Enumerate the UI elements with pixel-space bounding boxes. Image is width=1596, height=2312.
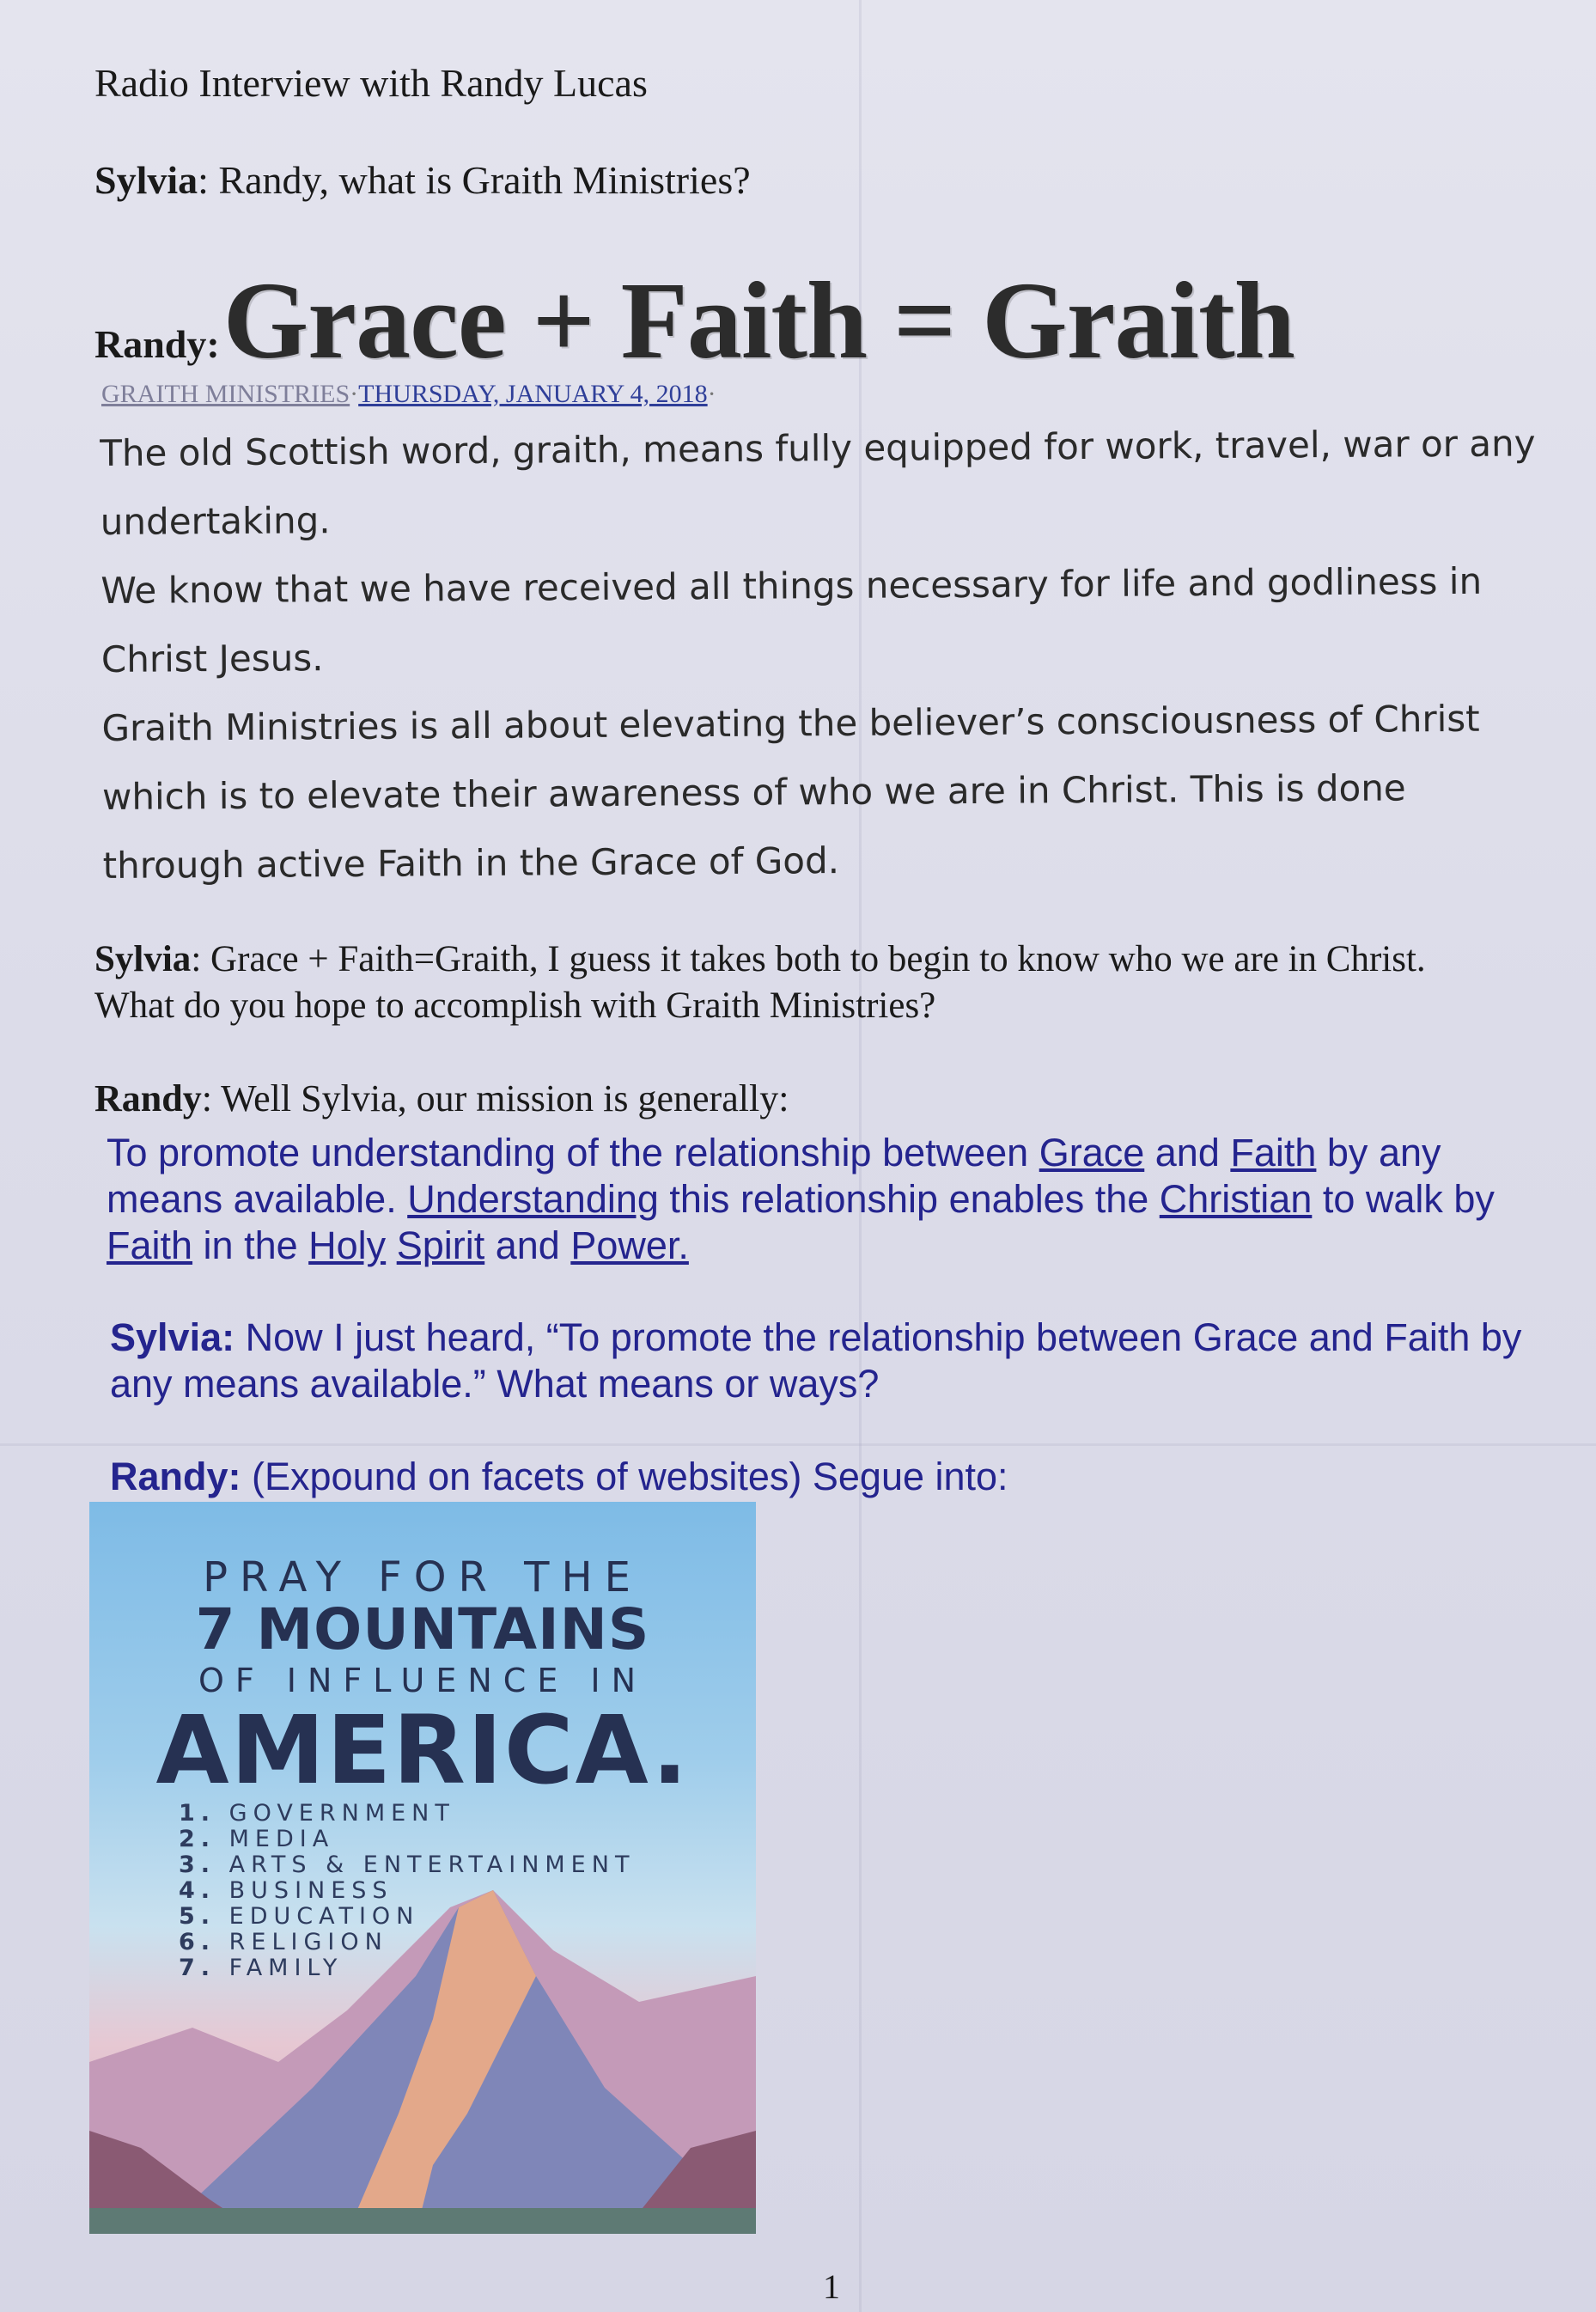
list-item: 3. ARTS & ENTERTAINMENT (179, 1851, 636, 1878)
sylvia-question-1 (94, 157, 751, 203)
randy-answer-1 (94, 258, 1294, 384)
link-faith[interactable]: Faith (1230, 1131, 1317, 1174)
mission-text: this relationship enables the (658, 1177, 1160, 1221)
mission-text: and (1144, 1131, 1231, 1174)
poster-line-pray: PRAY FOR THE (203, 1553, 643, 1601)
blog-paragraph: The old Scottish word, graith, means fully equipped for work, travel, war or any undertaking. (100, 422, 1536, 543)
byline-end-mark: · (707, 380, 716, 408)
mission-text: and (484, 1223, 571, 1267)
link-spirit[interactable]: Spirit (396, 1223, 485, 1267)
randy-answer-3 (110, 1455, 1008, 1499)
blog-byline (101, 380, 716, 409)
blog-paragraph: Graith Ministries is all about elevating the believer’s consciousness of Christ which is to elevate their awareness of who we are in Christ. This is done through active Faith in the Grace of God. (101, 697, 1480, 887)
link-faith-2[interactable]: Faith (107, 1223, 193, 1267)
link-holy[interactable]: Holy (308, 1223, 387, 1267)
document-title: Radio Interview with Randy Lucas (94, 61, 648, 105)
poster-line-influence: OF INFLUENCE IN (198, 1662, 648, 1699)
link-grace[interactable]: Grace (1039, 1131, 1145, 1174)
sylvia-question-3 (110, 1315, 1553, 1407)
list-item: 6. RELIGION (179, 1929, 388, 1955)
link-understanding[interactable]: Understanding (407, 1177, 659, 1221)
blog-body (100, 409, 1546, 900)
byline-separator: · (350, 380, 359, 408)
link-power[interactable]: Power. (570, 1223, 689, 1267)
list-item: 1. GOVERNMENT (179, 1800, 455, 1827)
question-text: Now I just heard, “To promote the relationship between Grace and Faith by any means available.” What means or ways? (110, 1315, 1522, 1406)
poster-line-mountains: 7 MOUNTAINS (195, 1596, 650, 1662)
link-christian[interactable]: Christian (1159, 1177, 1313, 1221)
mission-text: in the (192, 1223, 309, 1267)
page-number: 1 (823, 2267, 840, 2306)
speaker-label: Randy (94, 1077, 202, 1119)
poster-line-america: AMERICA. (155, 1695, 690, 1805)
speaker-label: Randy: (94, 322, 220, 366)
speaker-label: Sylvia: (110, 1315, 235, 1359)
randy-answer-2 (94, 1077, 789, 1120)
byline-org-link[interactable]: GRAITH MINISTRIES (101, 380, 350, 408)
answer-text: (Expound on facets of websites) Segue into: (241, 1455, 1008, 1498)
speaker-label: Sylvia (94, 939, 192, 979)
speaker-label: Sylvia (94, 158, 198, 202)
sylvia-question-2 (94, 936, 1503, 1029)
mission-text: To promote understanding of the relationship between (107, 1131, 1039, 1174)
list-item: 2. MEDIA (179, 1826, 335, 1852)
byline-date-link[interactable]: THURSDAY, JANUARY 4, 2018 (358, 380, 708, 408)
question-text: : Grace + Faith=Graith, I guess it takes both to begin to know who we are in Christ. What do you hope to accomplish with Graith Ministries? (94, 939, 1426, 1026)
answer-text: : Well Sylvia, our mission is generally: (201, 1077, 789, 1119)
mission-statement (107, 1130, 1532, 1269)
list-item: 7. FAMILY (179, 1955, 344, 1981)
speaker-label: Randy: (110, 1455, 241, 1498)
question-text: : Randy, what is Graith Ministries? (198, 158, 751, 202)
mountains-list (179, 1801, 635, 1981)
mission-text: by any means available. (107, 1131, 1441, 1221)
mission-text: to walk by (1312, 1177, 1495, 1221)
blog-headline: Grace + Faith = Graith (222, 259, 1294, 381)
blog-paragraph: We know that we have received all things necessary for life and godliness in Christ Jesus. (101, 559, 1483, 680)
list-item: 4. BUSINESS (179, 1877, 393, 1904)
paper-fold-horizontal (0, 1443, 1596, 1446)
list-item: 5. EDUCATION (179, 1903, 420, 1930)
seven-mountains-poster (89, 1502, 756, 2234)
mission-text (386, 1223, 397, 1267)
